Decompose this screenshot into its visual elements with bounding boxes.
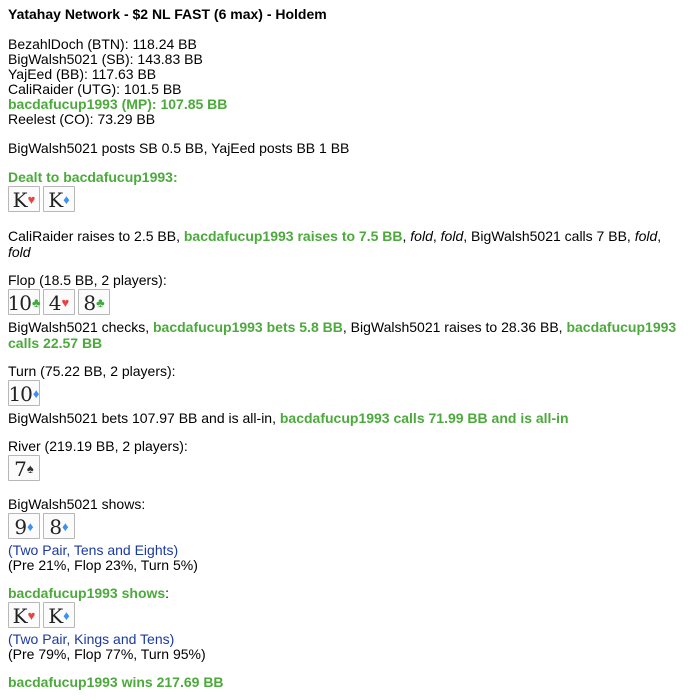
action-text: CaliRaider raises to 2.5 BB,: [8, 228, 184, 244]
playing-card: [43, 289, 75, 315]
heart-icon: ♥: [61, 295, 70, 310]
diamond-icon: ♦: [63, 192, 70, 207]
playing-card: [8, 513, 40, 539]
river-header: River (219.19 BB, 2 players):: [8, 438, 188, 454]
playing-card: [43, 513, 75, 539]
diamond-icon: ♦: [27, 519, 34, 534]
separator: :: [165, 585, 170, 601]
diamond-icon: ♦: [62, 519, 69, 534]
seat-line: BezahlDoch (BTN): 118.24 BB: [8, 36, 197, 52]
seat-line: CaliRaider (UTG): 101.5 BB: [8, 81, 182, 97]
heart-icon: ♥: [27, 608, 36, 623]
hero-equity: (Pre 79%, Flop 77%, Turn 95%): [8, 646, 206, 662]
preflop-actions: [8, 228, 684, 260]
turn-actions: [8, 410, 684, 426]
playing-card: [8, 455, 40, 481]
river-cards: [8, 455, 684, 483]
diamond-icon: ♦: [32, 386, 40, 401]
card-rank: 10: [8, 381, 32, 406]
seat-line: BigWalsh5021 (SB): 143.83 BB: [8, 51, 203, 67]
blinds-line: BigWalsh5021 posts SB 0.5 BB, YajEed posts BB 1 BB: [8, 140, 350, 156]
card-rank: 4: [48, 290, 61, 315]
playing-card: [8, 289, 40, 315]
flop-actions: [8, 319, 684, 351]
hero-hand-rank: (Two Pair, Kings and Tens): [8, 631, 175, 647]
dealt-label: Dealt to bacdafucup1993:: [8, 169, 178, 185]
turn-header: Turn (75.22 BB, 2 players):: [8, 363, 176, 379]
hero-action: bacdafucup1993 calls 22.57 BB: [8, 319, 677, 351]
action-text: , BigWalsh5021 calls 7 BB,: [463, 228, 635, 244]
card-rank: 8: [49, 514, 62, 539]
diamond-icon: ♦: [63, 608, 70, 623]
page-title: Yatahay Network - $2 NL FAST (6 max) - Holdem: [8, 6, 327, 22]
action-text: BigWalsh5021 bets 107.97 BB and is all-in,: [8, 410, 280, 426]
separator: ,: [657, 228, 662, 244]
hero-cards: [8, 602, 684, 630]
turn-cards: [8, 380, 684, 408]
card-rank: K: [12, 187, 27, 212]
hole-cards: [8, 186, 684, 214]
result-line: bacdafucup1993 wins 217.69 BB: [8, 674, 224, 690]
spade-icon: ♠: [26, 461, 34, 476]
fold-action: fold: [634, 228, 658, 244]
card-rank: K: [12, 603, 27, 628]
card-rank: K: [48, 603, 63, 628]
flop-header: Flop (18.5 BB, 2 players):: [8, 272, 167, 288]
villain-shows-label: BigWalsh5021 shows:: [8, 496, 146, 512]
playing-card: [8, 380, 40, 406]
card-rank: 10: [7, 290, 31, 315]
villain-hand-rank: (Two Pair, Tens and Eights): [8, 542, 179, 558]
seat-line: Reelest (CO): 73.29 BB: [8, 111, 156, 127]
villain-equity: (Pre 21%, Flop 23%, Turn 5%): [8, 557, 198, 573]
villain-cards: [8, 513, 684, 541]
separator: ,: [432, 228, 441, 244]
fold-action: fold: [440, 228, 464, 244]
playing-card: [8, 186, 40, 212]
fold-action: fold: [410, 228, 433, 244]
club-icon: ♣: [31, 295, 41, 310]
hero-name: bacdafucup1993 shows: [8, 585, 166, 601]
card-rank: K: [48, 187, 63, 212]
hero-action: bacdafucup1993 bets 5.8 BB: [153, 319, 343, 335]
playing-card: [43, 186, 75, 212]
separator: ,: [402, 228, 411, 244]
seat-line-hero: bacdafucup1993 (MP): 107.85 BB: [8, 96, 228, 112]
heart-icon: ♥: [27, 192, 36, 207]
seat-list: [8, 37, 684, 127]
hero-action: bacdafucup1993 raises to 7.5 BB: [183, 228, 403, 244]
card-rank: 8: [83, 290, 96, 315]
playing-card: [8, 602, 40, 628]
seat-line: YajEed (BB): 117.63 BB: [8, 66, 157, 82]
fold-action: fold: [8, 244, 31, 260]
flop-cards: [8, 289, 684, 317]
action-text: , BigWalsh5021 raises to 28.36 BB,: [342, 319, 567, 335]
card-rank: 7: [14, 456, 26, 481]
club-icon: ♣: [96, 295, 105, 310]
action-text: BigWalsh5021 checks,: [8, 319, 153, 335]
playing-card: [43, 602, 75, 628]
hero-action: bacdafucup1993 calls 71.99 BB and is all-in: [279, 410, 569, 426]
hand-history: [8, 6, 684, 690]
playing-card: [78, 289, 110, 315]
hero-shows-label: [8, 586, 684, 601]
card-rank: 9: [14, 514, 27, 539]
